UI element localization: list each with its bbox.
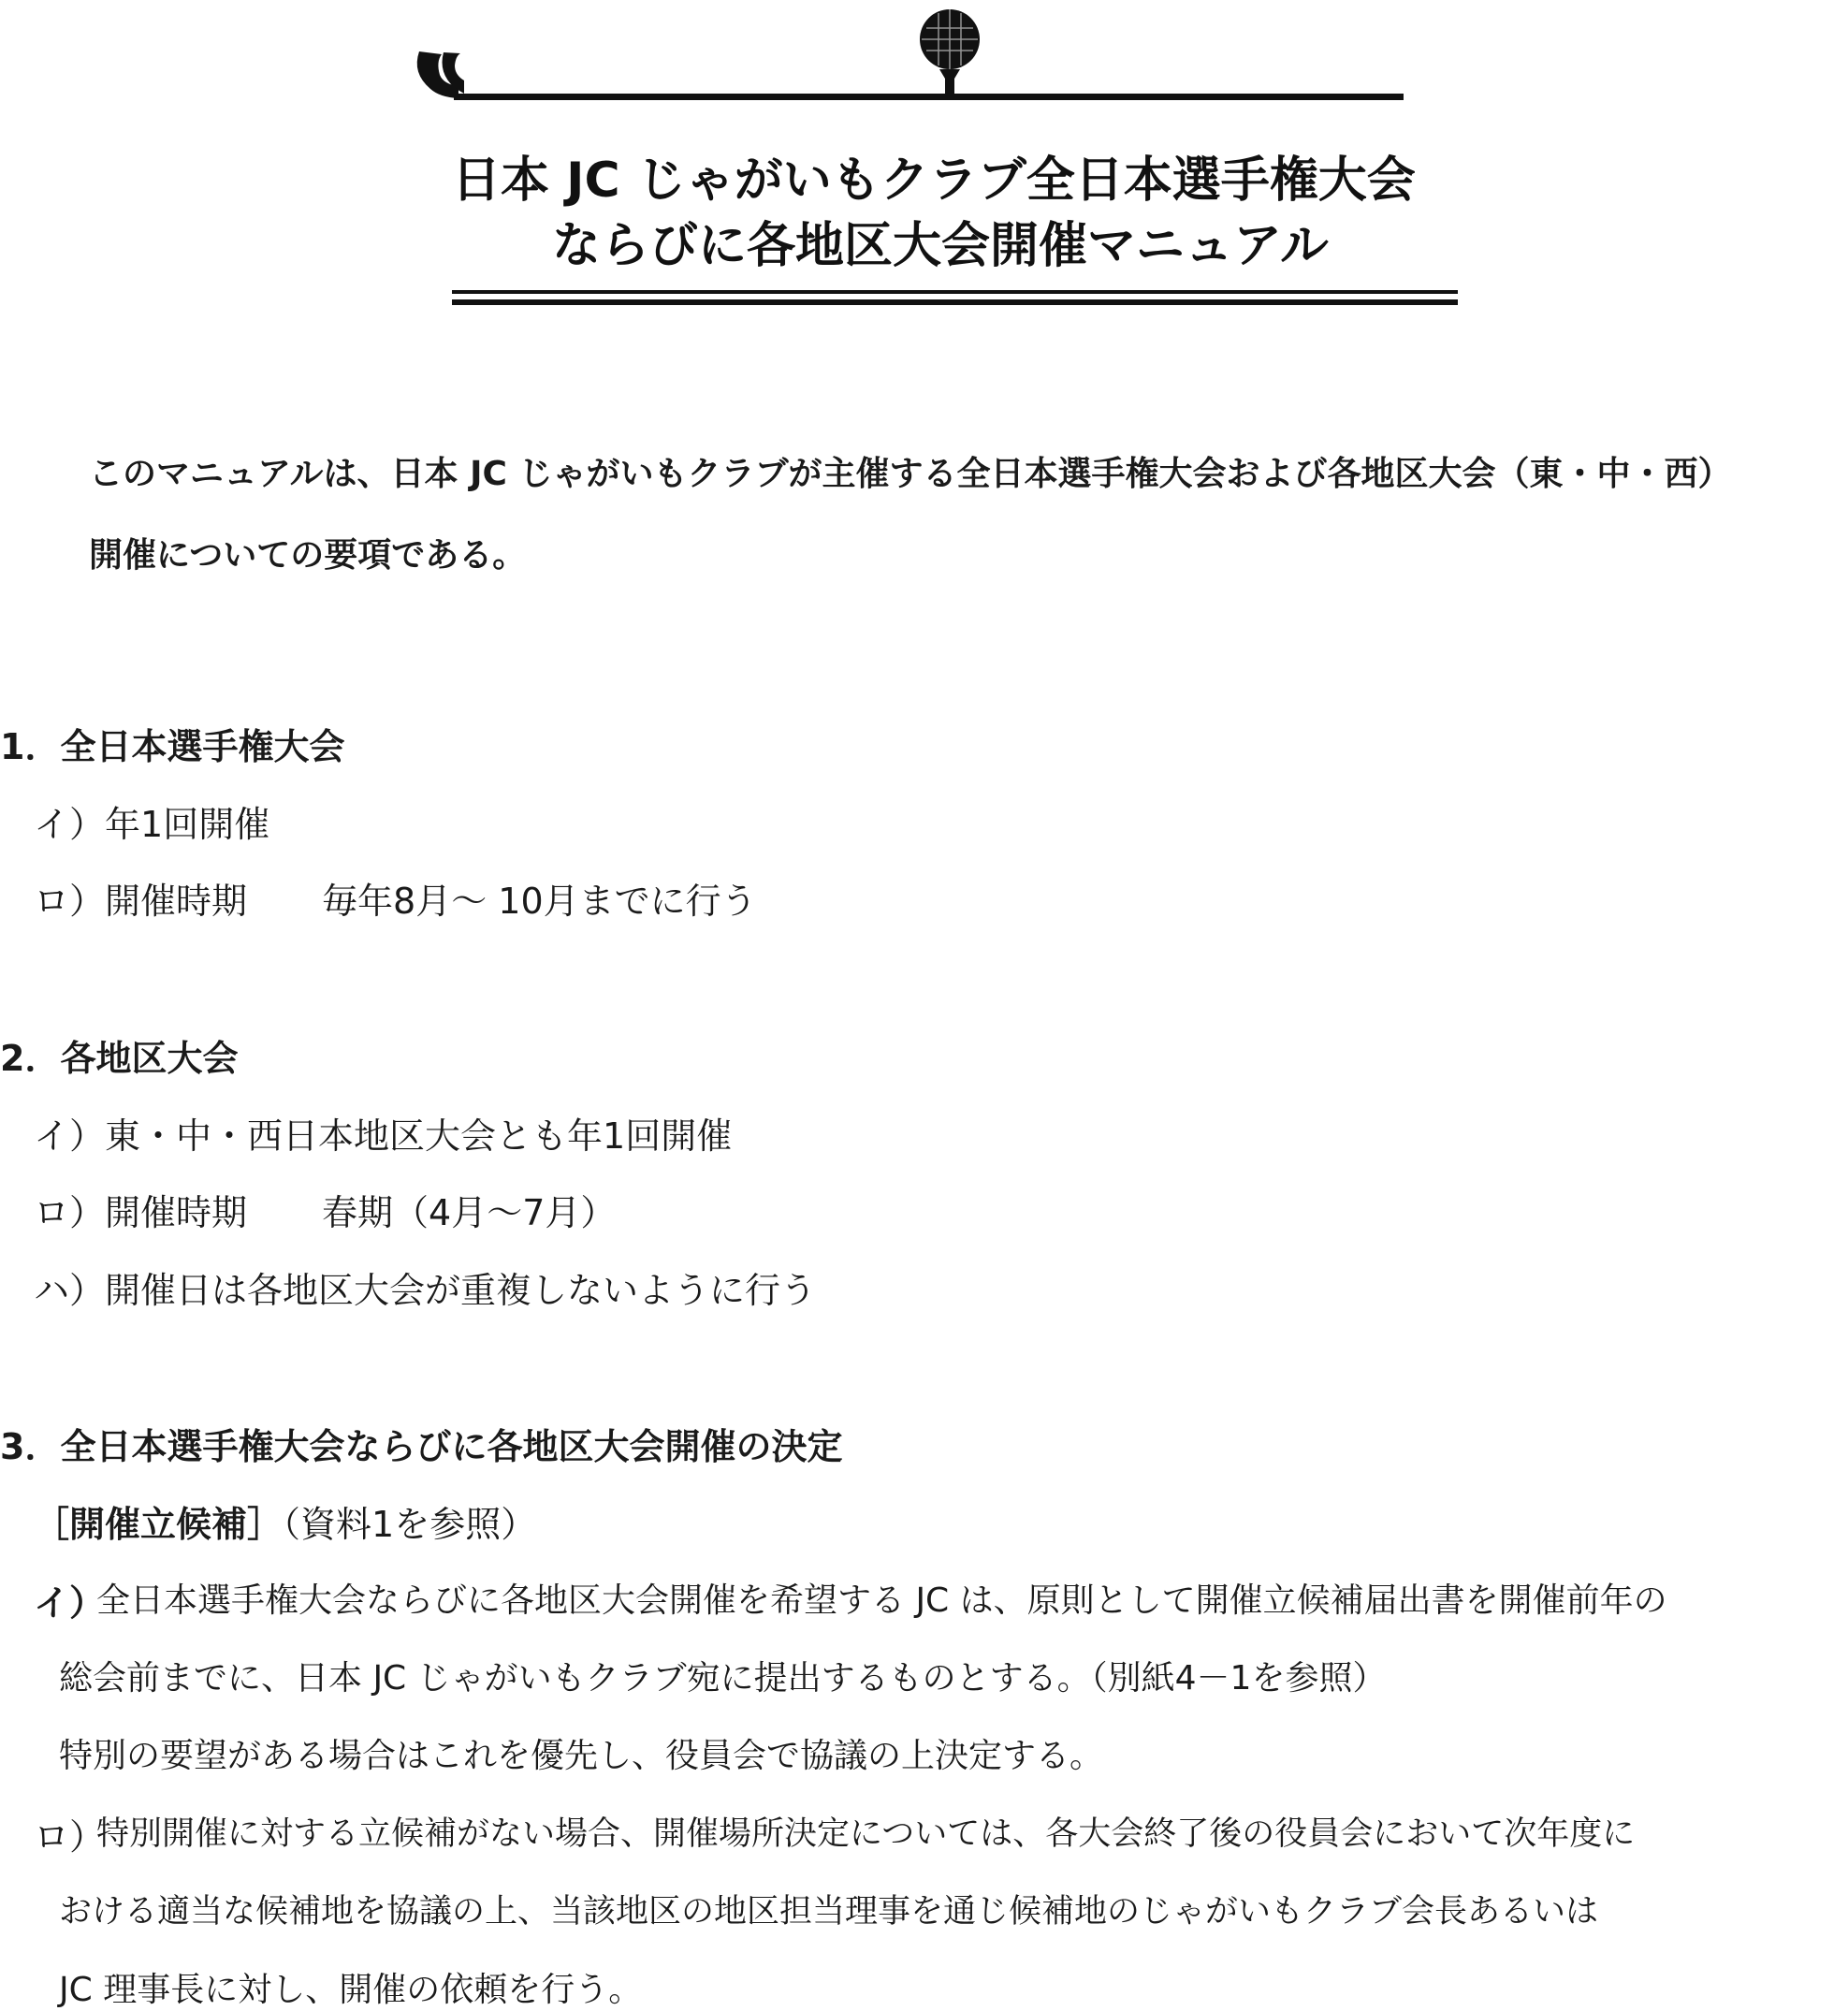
item-marker: ハ） [34, 1270, 106, 1311]
section-3-item-ro-line1: 特別開催に対する立候補がない場合、開催場所決定については、各大会終了後の役員会において次年度に [96, 1815, 1636, 1853]
golf-club-and-ball-illustration [402, 0, 1478, 112]
section-2-item-i [34, 1107, 732, 1159]
item-text: 毎年8月～ 10月までに行う [322, 881, 757, 922]
intro-line1: このマニュアルは、日本 JC じゃがいもクラブが主催する全日本選手権大会および各地区大会（東・中・西） [89, 455, 1732, 493]
section-3-item-i-line1: 全日本選手権大会ならびに各地区大会開催を希望する JC は、原則として開催立候補届出書を開催前年の [96, 1581, 1667, 1620]
section-3-item-ro-line2: おける適当な候補地を協議の上、当該地区の地区担当理事を通じ候補地のじゃがいもクラブ会長あるいは [59, 1893, 1599, 1931]
section-3-item-ro-line3: JC 理事長に対し、開催の依頼を行う。 [59, 1971, 643, 2009]
section-1-heading: 1．全日本選手権大会 [0, 726, 345, 767]
item-text: 東・中・西日本地区大会とも年1回開催 [105, 1115, 733, 1157]
section-3-item-i-line2: 総会前までに、日本 JC じゃがいもクラブ宛に提出するものとする。（別紙4－1を参照） [59, 1659, 1387, 1698]
intro-line2: 開催についての要項である。 [89, 536, 527, 575]
page-title-line2: ならびに各地区大会開催マニュアル [552, 218, 1329, 274]
item-text: 春期（4月～7月） [322, 1192, 617, 1233]
section-3-heading: 3．全日本選手権大会ならびに各地区大会開催の決定 [0, 1426, 843, 1467]
item-marker: イ） [34, 1115, 106, 1157]
section-3-item-i-marker: イ） [34, 1582, 106, 1624]
item-text: 開催日は各地区大会が重複しないように行う [105, 1270, 817, 1311]
section-2-item-ha [34, 1261, 816, 1313]
section-2-heading: 2．各地区大会 [0, 1038, 239, 1079]
section-3-subheading [34, 1495, 536, 1547]
item-label: 開催時期 [105, 881, 248, 922]
section-1-item-i [34, 795, 269, 847]
title-rule-top [452, 290, 1458, 294]
subheading-rest: （資料1を参照） [283, 1504, 537, 1545]
item-label: 開催時期 [105, 1192, 248, 1233]
section-3-item-ro-marker: ロ） [34, 1816, 106, 1858]
subheading-bold: ［開催立候補］ [34, 1504, 284, 1545]
title-rule-bottom [452, 299, 1458, 305]
item-marker: ロ） [34, 1192, 106, 1233]
item-text: 年1回開催 [105, 804, 270, 845]
item-marker: ロ） [34, 881, 106, 922]
section-1-item-ro [34, 872, 757, 924]
section-2-item-ro [34, 1184, 616, 1235]
section-3-item-i-line3: 特別の要望がある場合はこれを優先し、役員会で協議の上決定する。 [59, 1737, 1104, 1775]
page-title-line1: 日本 JC じゃがいもクラブ全日本選手権大会 [452, 153, 1416, 209]
item-marker: イ） [34, 804, 106, 845]
